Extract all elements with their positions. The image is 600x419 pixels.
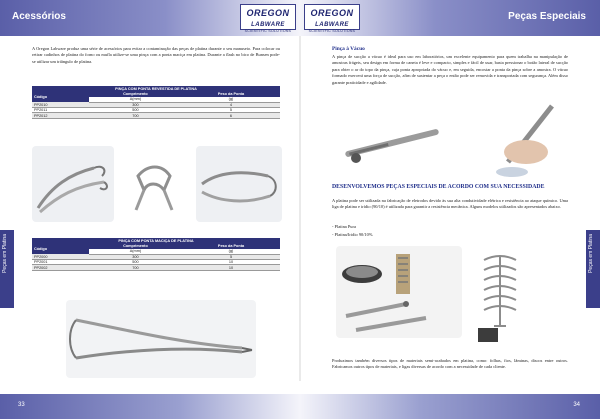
- table-row: PP2000 300 5: [32, 254, 280, 259]
- table-title: PINÇA COM PONTA MACIÇA DE PLATINA: [118, 238, 194, 243]
- table-row: PP2011 500 5: [32, 108, 280, 113]
- section-title-special-parts: DESENVOLVEMOS PEÇAS ESPECIAIS DE ACORDO COM SUA NECESSIDADE: [332, 184, 545, 190]
- table-coated-tongs: [32, 86, 280, 119]
- unit-length: A(mm): [89, 249, 182, 254]
- photo-triangle-tongs: [118, 146, 190, 222]
- left-page-title: Acessórios: [12, 11, 66, 22]
- logo-brand: OREGON LABWARE: [310, 8, 354, 28]
- photo-electrodes: [336, 246, 462, 338]
- page-number-left: 33: [18, 402, 25, 408]
- table-row: PP2012 700 6: [32, 113, 280, 118]
- logo-subtitle: SCIENTIFIC SOLUTIONS: [244, 29, 292, 33]
- side-tab-right: Peças em Platina: [586, 230, 600, 308]
- logo-brand: OREGON LABWARE: [246, 8, 290, 28]
- unit-weight: (g): [182, 97, 280, 102]
- footer-band-left: [0, 394, 300, 419]
- right-page-title: Peças Especiais: [508, 11, 586, 22]
- photo-vacuum-pen-hand: [482, 96, 568, 182]
- table-solid-tongs: [32, 238, 280, 271]
- section-title-vacuum-tweezers: Pinça à Vácuo: [332, 46, 365, 52]
- page-footer: [0, 394, 600, 419]
- photo-long-tongs: [66, 300, 256, 378]
- photo-curved-tongs: [196, 146, 282, 222]
- unit-weight: (g): [182, 249, 280, 254]
- closing-paragraph: Produzimos também diversos tipos de materiais semi-acabados em platina, como: folhas, fios, lâminas, discos entre outros. Fabricamos outros tipos de materiais, e ligas diversas de acordo com a necessidade de cada cliente.: [332, 358, 568, 370]
- page-gutter: [299, 36, 301, 381]
- col-header-length: Comprimento: [89, 91, 182, 96]
- page-header: [0, 0, 600, 36]
- footer-band-right: [300, 394, 600, 419]
- logo-subtitle: SCIENTIFIC SOLUTIONS: [308, 29, 356, 33]
- side-tab-left: Peças em Platina: [0, 230, 14, 308]
- col-header-code: Código: [32, 91, 89, 102]
- unit-length: A(mm): [89, 97, 182, 102]
- col-header-weight: Peso da Ponta: [182, 91, 280, 96]
- table-title: PINÇA COM PONTA REVESTIDA DE PLATINA: [115, 86, 197, 91]
- photo-vacuum-pen: [334, 100, 444, 180]
- logo-left: [240, 4, 296, 33]
- table-row: PP2001 500 10: [32, 260, 280, 265]
- alloy-list-item: - Platina/Iridio 90/10%: [332, 232, 373, 237]
- alloy-list-item: - Platina Pura: [332, 224, 356, 229]
- vacuum-tweezers-paragraph: A pinça de sucção a vácuo é ideal para uso em laboratórios, um excelente equipamento para quem trabalha na manipulação de amostras frágeis, seu design em forma de caneta é leve e compacto, simples e fácil de usar, basta pressionar o botão lateral de sucção para obter o ar do topo da pinça, cuja ponta apropriada do vácuo e, em seguida, encostar a ponta da pinça sobre a amostra. O vácuo formado exercerá uma força de sucção, afim de sustentar a peça o então pode ser removida e transportada com segurança. Além disso garante praticidade e agilidade.: [332, 54, 568, 85]
- table-row: PP2002 700 10: [32, 265, 280, 270]
- intro-paragraph: A Oregon Labware produz uma série de acessórios para evitar a contaminação das peças de platina durante o seu manuseio. Para colocar ou retirar cadinhos de platina do forno ou mufla utilize-se uma pinça com a ponta maciça em platina. Durante a flash no bico de Bunsen pode-se utilizar um triângulo de platina.: [32, 46, 280, 64]
- col-header-code: Código: [32, 243, 89, 254]
- col-header-weight: Peso da Ponta: [182, 243, 280, 248]
- photo-crucible-tongs: [32, 146, 114, 222]
- col-header-length: Comprimento: [89, 243, 182, 248]
- page-number-right: 34: [573, 402, 580, 408]
- table-row: PP2010 300 4: [32, 102, 280, 107]
- photo-spiral-electrode: [472, 240, 528, 348]
- special-parts-paragraph: A platina pode ser utilizada na fabricação de eletrodos devido às sua alta condutividade elétrica e resistência ao ataque químico. Uma liga de platina e irídio (90/10) é utilizada para garantir a resistência mecânica. Alguns modelos utilizados são apresentados abaixo.: [332, 198, 568, 210]
- logo-right: [304, 4, 360, 33]
